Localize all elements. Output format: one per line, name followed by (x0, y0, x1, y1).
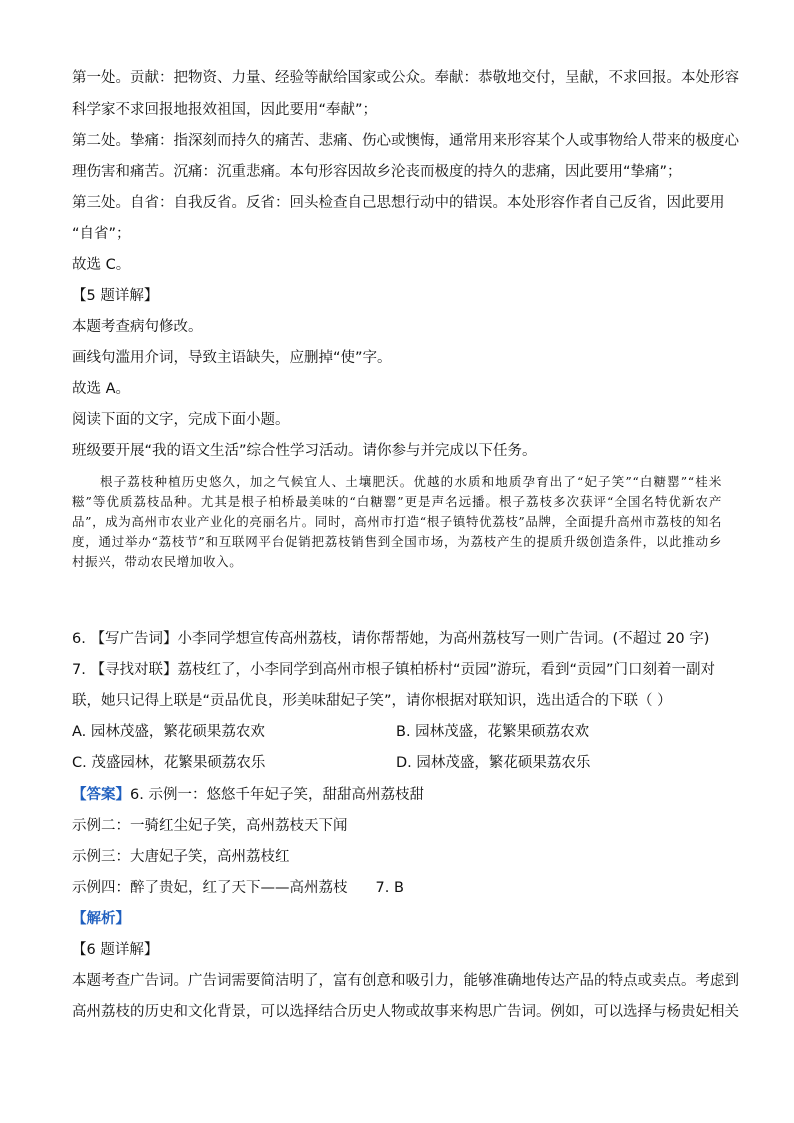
text-line: 本题考查病句修改。 (72, 319, 203, 335)
answer-label: 【答案】 (72, 787, 130, 803)
answer-example-4-text: 示例四：醉了贵妃，红了天下——高州荔枝 (72, 880, 348, 896)
section-heading: 【6 题详解】 (72, 942, 159, 958)
option-d: D. 园林茂盛，繁花硕果荔农乐 (396, 755, 591, 771)
text-line: 故选 A。 (72, 381, 131, 397)
text-line: 第一处。贡献：把物资、力量、经验等献给国家或公众。奉献：恭敬地交付，呈献，不求回报。本处形容 (72, 70, 739, 86)
question-7-line1: 7. 【寻找对联】荔枝红了，小李同学到高州市根子镇柏桥村“贡园”游玩，看到“贡园”门口刻着一副对 (72, 662, 715, 678)
passage-text: 根子荔枝种植历史悠久，加之气候宜人、土壤肥沃。优越的水质和地质孕育出了“妃子笑”“白糖罂”“桂米糍”等优质荔枝品种。尤其是根子柏桥最美味的“白糖罂”更是声名远播。根子荔枝多次获评“全国名特优新农产品”，成为高州市农业产业化的亮丽名片。同时，高州市打造“根子镇特优荔枝”品牌，全面提升高州市荔枝的知名度，通过举办“荔枝节”和互联网平台促销把荔枝销售到全国市场，为荔枝产生的提质升级创造条件，以此推动乡村振兴，带动农民增加收入。 (72, 474, 722, 569)
text-line: 本题考查广告词。广告词需要简洁明了，富有创意和吸引力，能够准确地传达产品的特点或卖点。考虑到 (72, 973, 739, 989)
analysis-label: 【解析】 (72, 911, 130, 927)
text-line: 阅读下面的文字，完成下面小题。 (72, 412, 290, 428)
text-line: 故选 C。 (72, 257, 131, 273)
option-b: B. 园林茂盛，花繁果硕荔农欢 (396, 724, 590, 740)
text-line: 画线句滥用介词，导致主语缺失，应删掉“使”字。 (72, 350, 392, 366)
answer-example-1: 6. 示例一：悠悠千年妃子笑，甜甜高州荔枝甜 (130, 787, 424, 803)
text-line: 理伤害和痛苦。沉痛：沉重悲痛。本句形容因故乡沦丧而极度的持久的悲痛，因此要用“挚痛”； (72, 164, 682, 180)
answer-7: 7. B (375, 880, 404, 896)
text-line: 班级要开展“我的语文生活”综合性学习活动。请你参与并完成以下任务。 (72, 443, 537, 459)
text-line: 第二处。挚痛：指深刻而持久的痛苦、悲痛、伤心或懊悔，通常用来形容某个人或事物给人带来的极度心 (72, 133, 739, 149)
text-line: 高州荔枝的历史和文化背景，可以选择结合历史人物或故事来构思广告词。例如，可以选择与杨贵妃相关 (72, 1004, 739, 1020)
section-heading: 【5 题详解】 (72, 288, 159, 304)
text-line: 科学家不求回报地报效祖国，因此要用“奉献”； (72, 102, 378, 118)
text-line: 第三处。自省：自我反省。反省：回头检查自己思想行动中的错误。本处形容作者自己反省，因此要用 (72, 195, 725, 211)
answer-example-2: 示例二：一骑红尘妃子笑，高州荔枝天下闻 (72, 818, 348, 834)
answer-example-3: 示例三：大唐妃子笑，高州荔枝红 (72, 849, 290, 865)
reading-passage (72, 472, 722, 572)
option-a: A. 园林茂盛，繁花硕果荔农欢 (72, 724, 265, 740)
text-line: “自省”； (72, 226, 131, 242)
question-7-line2: 联，她只记得上联是“贡品优良，形美味甜妃子笑”，请你根据对联知识，选出适合的下联（ ） (72, 693, 672, 709)
answer-line (72, 785, 424, 805)
question-6: 6. 【写广告词】小李同学想宣传高州荔枝，请你帮帮她，为高州荔枝写一则广告词。(不超过 20 字) (72, 631, 710, 647)
answer-example-4 (72, 878, 404, 898)
option-c: C. 茂盛园林，花繁果硕荔农乐 (72, 755, 266, 771)
